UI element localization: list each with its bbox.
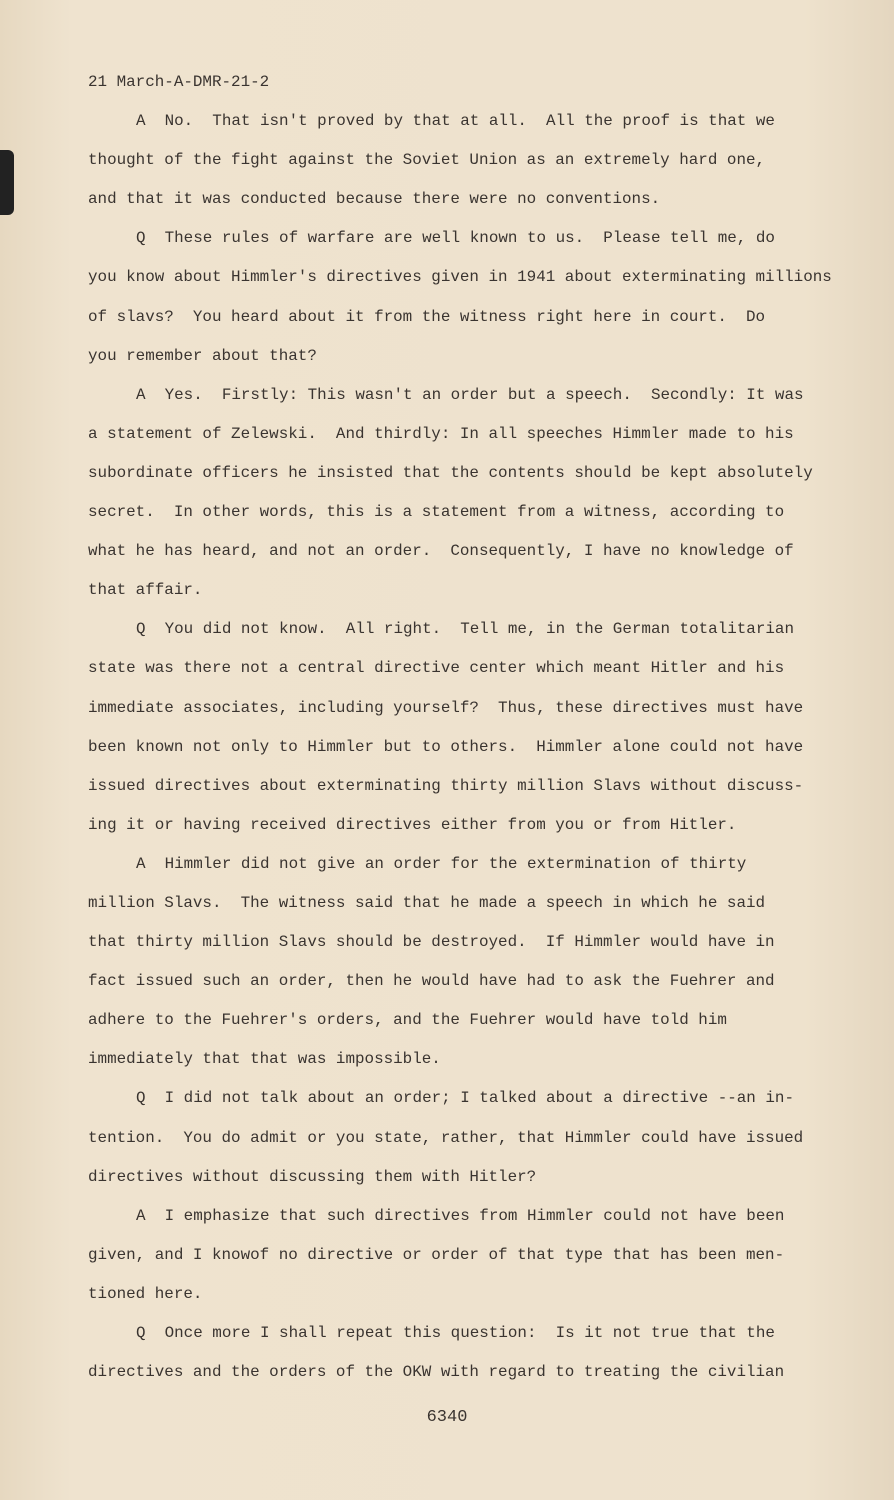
text-line: tioned here. [88,1284,203,1303]
text-line: tention. You do admit or you state, rather, that Himmler could have issued [88,1128,804,1147]
text-line: you remember about that? [88,346,317,365]
text-line: Q These rules of warfare are well known to us. Please tell me, do [136,229,775,248]
text-line: and that it was conducted because there were no conventions. [88,190,661,209]
text-line: you know about Himmler's directives given in 1941 about exterminating millions [88,268,832,287]
text-line: secret. In other words, this is a statement from a witness, according to [88,503,785,522]
text-line: given, and I knowof no directive or order of that type that has been men- [88,1245,785,1264]
text-line: of slavs? You heard about it from the witness right here in court. Do [88,307,766,326]
text-line: Q Once more I shall repeat this question: Is it not true that the [136,1324,775,1342]
document-header: 21 March-A-DMR-21-2 [88,73,270,91]
text-line: ing it or having received directives either from you or from Hitler. [88,815,737,834]
text-line: A Yes. Firstly: This wasn't an order but a speech. Secondly: It was [136,385,804,404]
text-line: directives without discussing them with Hitler? [88,1167,537,1186]
text-line: immediately that that was impossible. [88,1050,441,1069]
text-line: A Himmler did not give an order for the extermination of thirty [136,854,747,873]
text-line: thought of the fight against the Soviet Union as an extremely hard one, [88,151,766,170]
binding-mark [0,150,14,215]
text-line: directives and the orders of the OKW with regard to treating the civilian [88,1363,785,1382]
text-line: fact issued such an order, then he would have had to ask the Fuehrer and [88,972,775,991]
text-line: million Slavs. The witness said that he made a speech in which he said [88,893,766,912]
text-line: A No. That isn't proved by that at all. All the proof is that we [136,112,775,131]
text-line: a statement of Zelewski. And thirdly: In all speeches Himmler made to his [88,424,794,443]
page-number: 6340 [426,1408,468,1427]
text-line: Q I did not talk about an order; I talked about a directive --an in- [136,1089,794,1108]
text-line: been known not only to Himmler but to others. Himmler alone could not have [88,737,804,756]
text-line: immediate associates, including yourself? Thus, these directives must have [88,698,804,717]
text-line: what he has heard, and not an order. Consequently, I have no knowledge of [88,542,794,561]
text-line: adhere to the Fuehrer's orders, and the Fuehrer would have told him [88,1011,727,1030]
text-line: that thirty million Slavs should be destroyed. If Himmler would have in [88,933,775,952]
text-line: that affair. [88,581,203,600]
text-line: A I emphasize that such directives from Himmler could not have been [136,1206,785,1225]
text-line: issued directives about exterminating thirty million Slavs without discuss- [88,776,804,795]
text-line: state was there not a central directive center which meant Hitler and his [88,659,785,678]
text-line: Q You did not know. All right. Tell me, in the German totalitarian [136,620,794,639]
text-line: subordinate officers he insisted that the contents should be kept absolutely [88,463,813,482]
transcript-body [88,72,832,1401]
